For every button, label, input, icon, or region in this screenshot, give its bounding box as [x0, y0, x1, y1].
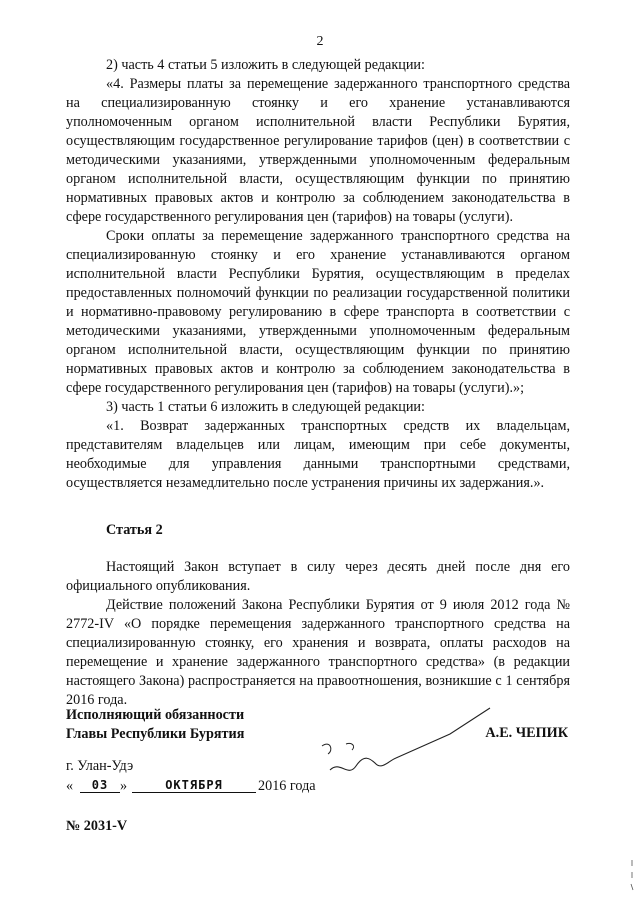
date-open-quote: « — [66, 778, 74, 794]
document-body — [66, 56, 570, 710]
date-close-quote: » — [120, 778, 128, 794]
place-of-signing: г. Улан-Удэ — [66, 758, 134, 774]
amendment-text-part-4: «4. Размеры платы за перемещение задержанного транспортного средства на специализированную стоянку и его хранение устанавливаются уполномоченным органом исполнительной власти Республики Бурятия, осуществляющим государственное регулирование тарифов (цен) в соответствии с методическими указаниями, утвержденными уполномоченным федеральным органом исполнительной власти, осуществляющим функции по принятию нормативных правовых актов и контролю за соблюдением законодательства в сфере государственного регулирования цен (тарифов) на товары (услуги). — [66, 76, 570, 225]
amendment-text-payment-terms: Сроки оплаты за перемещение задержанного транспортного средства на специализированную стоянку и его хранение устанавливаются органом исполнительной власти Республики Бурятия, осуществляющим в пределах предоставленных полномочий функции по реализации государственной политики и нормативно-правовому регулированию в сфере транспорта в соответствии с методическими указаниями, утвержденными уполномоченным федеральным органом исполнительной власти, осуществляющим функции по принятию нормативных правовых актов и контролю за соблюдением законодательства в сфере государственного регулирования цен (тарифов) на товары (услуги).»; — [66, 228, 570, 396]
page-number: 2 — [316, 34, 324, 49]
handwritten-signature — [300, 700, 500, 790]
amendment-item-3: 3) часть 1 статьи 6 изложить в следующей редакции: — [106, 399, 425, 415]
signatory-title-line-2: Главы Республики Бурятия — [66, 726, 245, 742]
amendment-text-part-1: «1. Возврат задержанных транспортных средств их владельцам, представителям владельцев или лицам, имеющим при себе документы, необходимые для управления данными транспортными средствами, осуществляется незамедлительно после устранения причины их задержания.». — [66, 418, 570, 491]
signatory-name: А.Е. ЧЕПИК — [485, 725, 568, 741]
scan-edge-marks — [628, 858, 636, 898]
date-day: 03 — [80, 778, 120, 793]
date-month: ОКТЯБРЯ — [132, 778, 256, 793]
article-paragraph-retroactive: Действие положений Закона Республики Бурятия от 9 июля 2012 года № 2772-IV «О порядке перемещения задержанного транспортного средства на специализированную стоянку, его хранения и возврата, оплаты расходов на перемещение и хранение задержанного транспортного средства» (в редакции настоящего Закона) распространяется на правоотношения, возникшие с 1 сентября 2016 года. — [66, 597, 570, 708]
article-paragraph-effective: Настоящий Закон вступает в силу через десять дней после дня его официального опубликования. — [66, 559, 570, 594]
signatory-title — [66, 706, 244, 744]
signatory-title-line-1: Исполняющий обязанности — [66, 707, 245, 723]
article-heading: Статья 2 — [106, 522, 163, 538]
date-year: 2016 года — [258, 778, 316, 794]
law-number: № 2031-V — [66, 818, 128, 834]
signing-date — [66, 778, 366, 800]
amendment-item-2: 2) часть 4 статьи 5 изложить в следующей редакции: — [106, 57, 425, 73]
